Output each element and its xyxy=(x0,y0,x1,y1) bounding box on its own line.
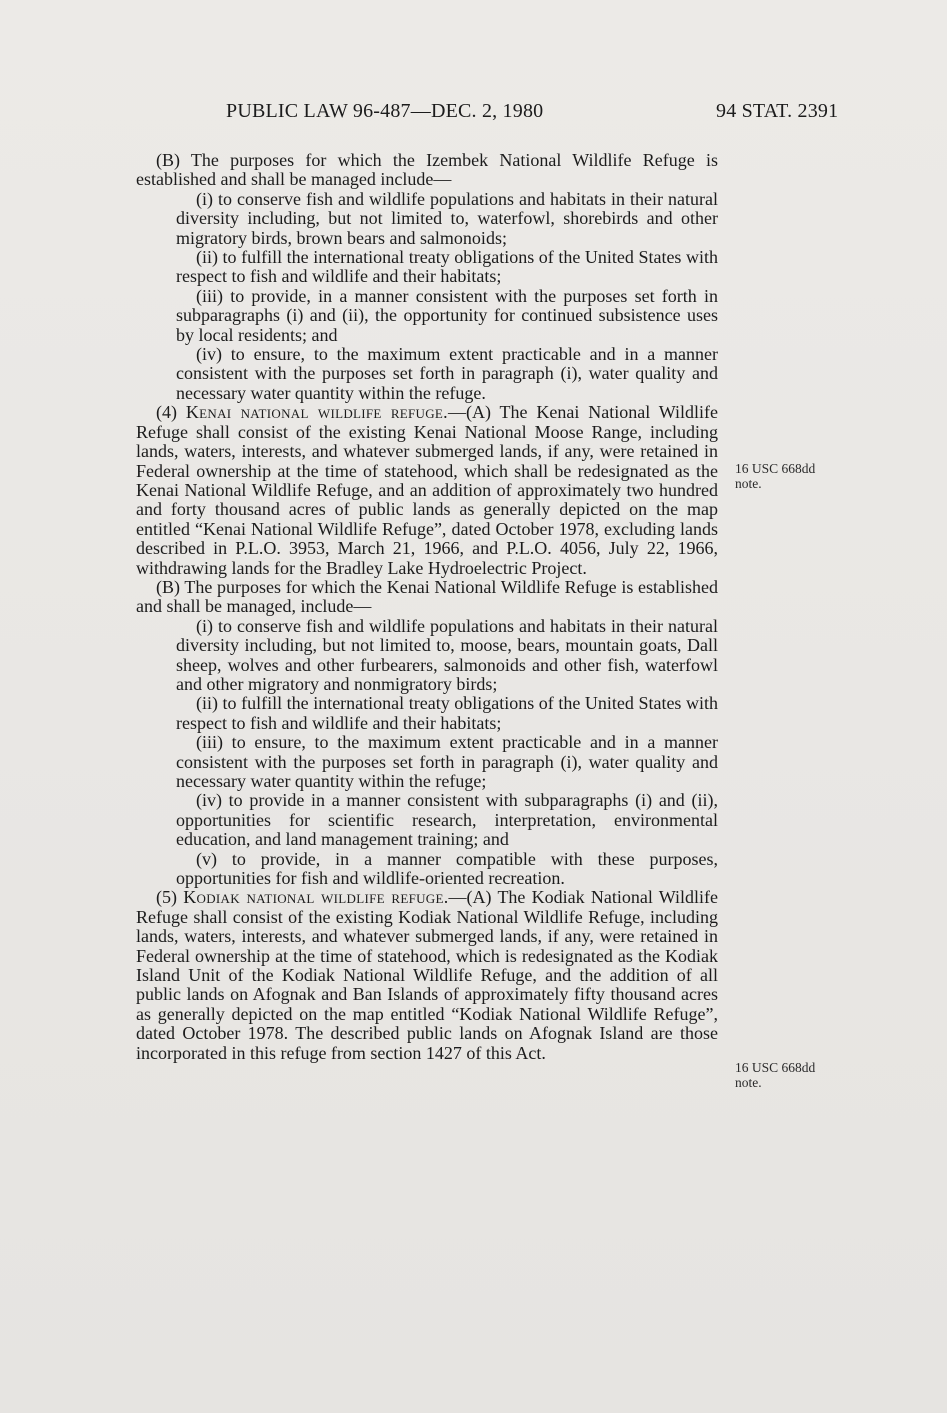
izembek-clause-ii: (ii) to fulfill the international treaty obligations of the United States with respect to fish and wildlife and their habitats; xyxy=(176,247,718,287)
kenai-section-a-text: —(A) The Kenai National Wildlife Refuge shall consist of the existing Kenai National Moose Range, including lands, waters, interests, and whatever submerged lands, if any, were retained in Federal ownership at the time of statehood, which shall be redesignated as the Kenai National Wildlife Refuge, and an addition of approximately two hundred and forty thousand acres of public lands as generally depicted on the map entitled “Kenai National Wildlife Refuge”, dated October 1978, excluding lands described in P.L.O. 3953, March 21, 1966, and P.L.O. 4056, July 22, 1966, withdrawing lands for the Bradley Lake Hydroelectric Project. xyxy=(136,402,719,578)
kodiak-section-a xyxy=(136,888,718,1063)
kenai-clause-i: (i) to conserve fish and wildlife populations and habitats in their natural diversity including, but not limited to, moose, bears, mountain goats, Dall sheep, wolves and other furbearers, salmonoids and other fish, waterfowl and other migratory and nonmigratory birds; xyxy=(176,615,718,694)
margin-note-suffix: note. xyxy=(735,1075,762,1090)
margin-note-suffix: note. xyxy=(735,476,762,491)
kenai-paragraph-b: (B) The purposes for which the Kenai National Wildlife Refuge is established and shall be managed, include— xyxy=(136,576,718,617)
running-head: PUBLIC LAW 96-487—DEC. 2, 1980 xyxy=(226,100,544,122)
kenai-clause-iv: (iv) to provide in a manner consistent with subparagraphs (i) and (ii), opportunities for scientific research, interpretation, environmental education, and land management training; and xyxy=(176,790,718,850)
kenai-clause-iii: (iii) to ensure, to the maximum extent practicable and in a manner consistent with the purposes set forth in paragraph (i), water quality and necessary water quantity within the refuge; xyxy=(176,732,718,791)
page-number: 94 STAT. 2391 xyxy=(716,100,839,122)
kenai-clause-ii: (ii) to fulfill the international treaty obligations of the United States with respect to fish and wildlife and their habitats; xyxy=(176,693,718,733)
kenai-section-heading: Kenai national wildlife refuge. xyxy=(185,402,448,423)
kodiak-section-a-text: —(A) The Kodiak National Wildlife Refuge shall consist of the existing Kodiak National Wildlife Refuge, including lands, waters, interests, and whatever submerged lands, if any, were retained in Federal ownership at the time of statehood, which is redesignated as the Kodiak Island Unit of the Kodiak National Wildlife Refuge, and the addition of all public lands on Afognak and Ban Islands of approximately fifty thousand acres as generally depicted on the map entitled “Kodiak National Wildlife Refuge”, dated October 1978. The described public lands on Afognak Island are those incorporated in this refuge from section 1427 of this Act. xyxy=(136,887,719,1063)
margin-note-kenai xyxy=(735,461,845,491)
margin-note-citation: 16 USC 668dd xyxy=(735,1060,816,1075)
kenai-section-a xyxy=(136,403,718,578)
page-header xyxy=(0,100,947,132)
kodiak-section-number: (5) xyxy=(156,887,177,908)
body-text xyxy=(136,151,718,1063)
kenai-clause-v: (v) to provide, in a manner compatible with these purposes, opportunities for fish and wildlife-oriented recreation. xyxy=(176,848,718,889)
margin-note-citation: 16 USC 668dd xyxy=(735,461,816,476)
margin-note-kodiak xyxy=(735,1060,845,1090)
kodiak-section-heading: Kodiak national wildlife refuge. xyxy=(183,887,449,908)
izembek-clause-iii: (iii) to provide, in a manner consistent with the purposes set forth in subparagraphs (i) and (ii), the opportunity for continued subsistence uses by local residents; and xyxy=(176,285,718,345)
kenai-section-number: (4) xyxy=(156,402,177,423)
izembek-clause-i: (i) to conserve fish and wildlife populations and habitats in their natural diversity including, but not limited to, waterfowl, shorebirds and other migratory birds, brown bears and salmonoids; xyxy=(176,188,718,248)
izembek-paragraph-b: (B) The purposes for which the Izembek National Wildlife Refuge is established and shall be managed include— xyxy=(136,150,718,190)
izembek-clause-iv: (iv) to ensure, to the maximum extent practicable and in a manner consistent with the purposes set forth in paragraph (i), water quality and necessary water quantity within the refuge. xyxy=(176,344,718,403)
